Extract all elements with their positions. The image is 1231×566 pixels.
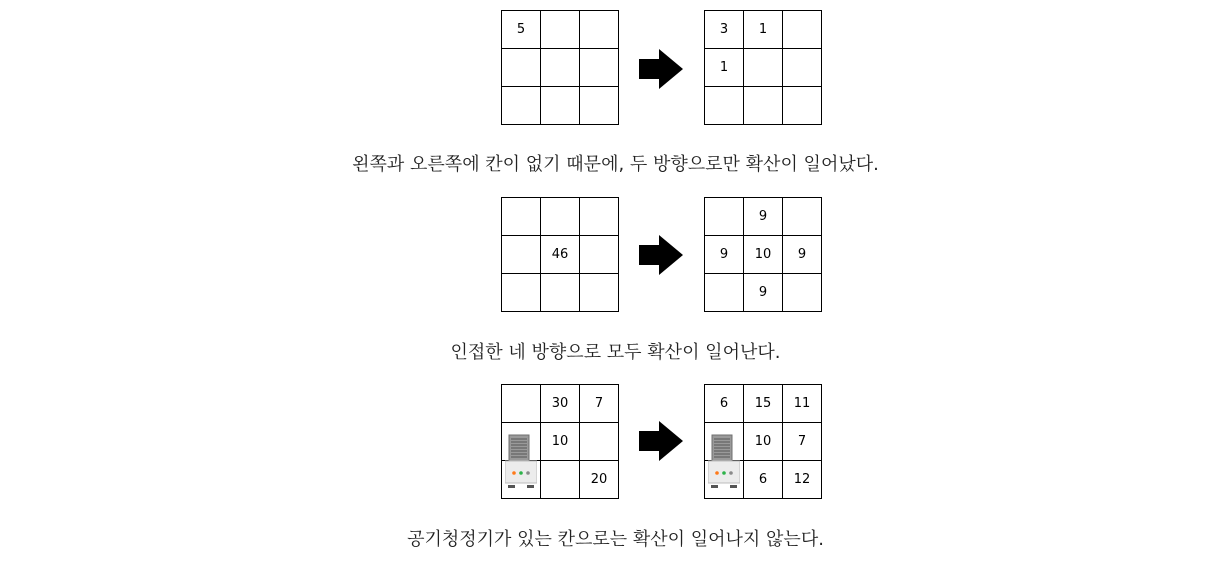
cell: 9 <box>744 274 783 312</box>
cell <box>502 87 541 125</box>
cell <box>705 423 744 461</box>
grid-before-2 <box>501 197 619 312</box>
cell <box>705 274 744 312</box>
cell: 30 <box>541 385 580 423</box>
cell <box>502 423 541 461</box>
cell: 9 <box>783 236 822 274</box>
right-arrow-icon <box>639 235 683 275</box>
cell <box>580 49 619 87</box>
cell <box>580 87 619 125</box>
grid-before-3 <box>501 384 619 499</box>
grid-after-2 <box>704 197 822 312</box>
cell <box>502 461 541 499</box>
grid-before-1 <box>501 10 619 125</box>
cell: 6 <box>744 461 783 499</box>
cell <box>502 198 541 236</box>
cell <box>744 87 783 125</box>
cell <box>705 198 744 236</box>
right-arrow-icon <box>639 421 683 461</box>
cell: 10 <box>541 423 580 461</box>
cell <box>541 274 580 312</box>
cell <box>705 87 744 125</box>
cell <box>580 423 619 461</box>
cell: 12 <box>783 461 822 499</box>
cell: 7 <box>580 385 619 423</box>
cell <box>541 87 580 125</box>
grid-after-3 <box>704 384 822 499</box>
grid-after-1 <box>704 10 822 125</box>
cell <box>580 198 619 236</box>
cell <box>580 274 619 312</box>
cell <box>502 49 541 87</box>
cell: 10 <box>744 423 783 461</box>
cell: 7 <box>783 423 822 461</box>
cell: 20 <box>580 461 619 499</box>
cell <box>502 385 541 423</box>
cell <box>705 461 744 499</box>
cell: 9 <box>744 198 783 236</box>
cell <box>502 236 541 274</box>
caption-3: 공기청정기가 있는 칸으로는 확산이 일어나지 않는다. <box>407 529 824 550</box>
cell <box>783 198 822 236</box>
cell: 6 <box>705 385 744 423</box>
cell: 1 <box>744 11 783 49</box>
caption-1: 왼쪽과 오른쪽에 칸이 없기 때문에, 두 방향으로만 확산이 일어났다. <box>352 154 879 175</box>
cell <box>580 236 619 274</box>
cell <box>744 49 783 87</box>
cell <box>783 274 822 312</box>
cell <box>541 198 580 236</box>
cell: 5 <box>502 11 541 49</box>
cell <box>541 461 580 499</box>
cell <box>783 11 822 49</box>
cell <box>502 274 541 312</box>
cell: 9 <box>705 236 744 274</box>
right-arrow-icon <box>639 49 683 89</box>
cell: 11 <box>783 385 822 423</box>
cell: 46 <box>541 236 580 274</box>
cell <box>541 11 580 49</box>
cell <box>783 49 822 87</box>
cell <box>580 11 619 49</box>
caption-2: 인접한 네 방향으로 모두 확산이 일어난다. <box>450 342 781 363</box>
cell <box>783 87 822 125</box>
cell: 3 <box>705 11 744 49</box>
cell: 15 <box>744 385 783 423</box>
cell <box>541 49 580 87</box>
cell: 1 <box>705 49 744 87</box>
cell: 10 <box>744 236 783 274</box>
